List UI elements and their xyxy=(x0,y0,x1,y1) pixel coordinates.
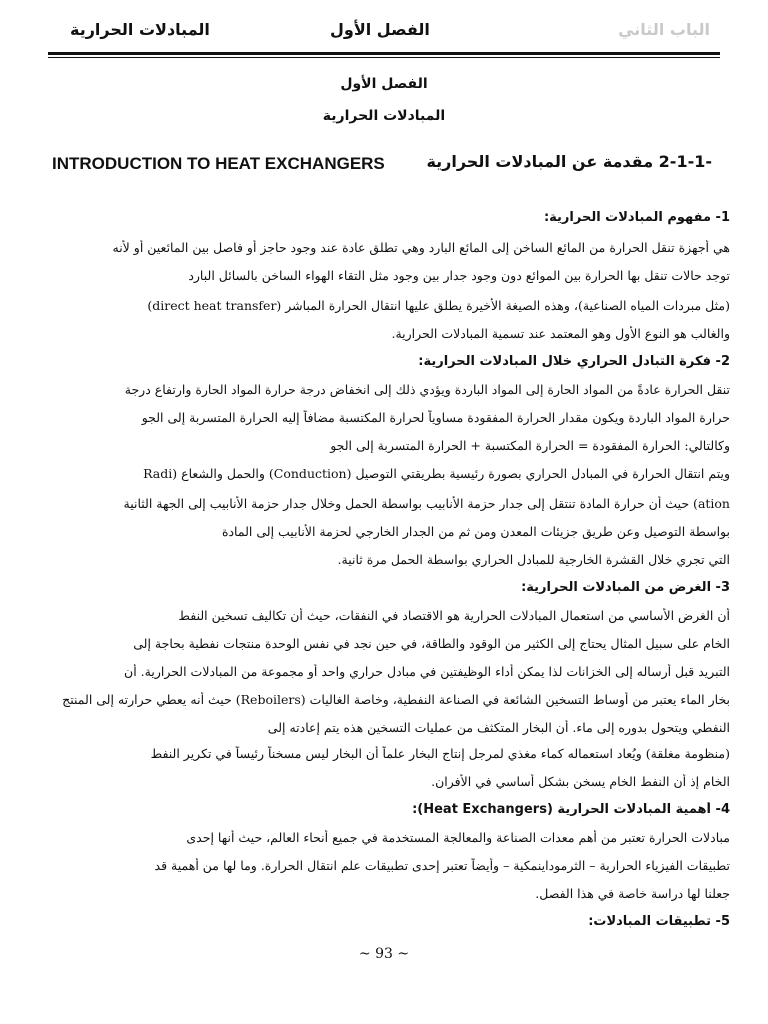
paragraph-line: تنقل الحرارة عادةً من المواد الحارة إلى المواد الباردة ويؤدي ذلك إلى انخفاض درجة حرارة المواد الحارة وارتفاع درجة xyxy=(124,382,730,397)
header-rule-thick xyxy=(48,52,720,55)
paragraph-line: تطبيقات الفيزياء الحرارية – الثرموداينمكية – وأيضاً تعتبر إحدى تطبيقات علم انتقال الحرارة. وما لها من أهمية قد xyxy=(154,858,730,873)
subheading: 1- مفهوم المبادلات الحرارية: xyxy=(543,210,730,225)
chapter-title: الفصل الأول xyxy=(340,76,428,92)
subheading: 3- الغرض من المبادلات الحرارية: xyxy=(521,580,730,595)
paragraph-line: توجد حالات تنقل بها الحرارة بين الموائع دون وجود جدار بين وجود مثل التقاء الهواء الساخن بالسائل البارد xyxy=(188,268,730,283)
header-rule-thin xyxy=(48,57,720,58)
header-chapter: الفصل الأول xyxy=(330,20,430,39)
paragraph-line: التبريد قبل أرساله إلى الخزانات لذا يمكن أداء الوظيفتين في مبادل حراري واحد أو مجموعة من المبادلات الحرارية. أن xyxy=(124,664,730,679)
paragraph-line: الخام على سبيل المثال يحتاج إلى الكثير من الوقود والطاقة، في حين نجد في نفس الوحدة منتجات نفطية بحاجة إلى xyxy=(133,636,730,651)
header-subject: المبادلات الحرارية xyxy=(70,20,210,39)
paragraph-line: ation) حيث أن حرارة المادة تنتقل إلى جدار حزمة الأنابيب بواسطة الحمل وخلال جدار حزمة الأنابيب إلى الجهة الثانية xyxy=(123,496,730,511)
subheading: 5- تطبيقات المبادلات: xyxy=(588,914,730,929)
subject-title: المبادلات الحرارية xyxy=(322,108,446,124)
section-heading-english: INTRODUCTION TO HEAT EXCHANGERS xyxy=(52,154,385,173)
paragraph-line: بخار الماء يعتبر من أوساط التسخين الشائعة في الصناعة النفطية، وخاصة الغاليات (Reboilers) حيث أنه يعطي حرارته إلى المنتج xyxy=(62,692,730,707)
paragraph-line: وكالتالي: الحرارة المفقودة = الحرارة المكتسبة + الحرارة المتسربة إلى الجو xyxy=(330,438,730,453)
paragraph-line: الخام إذ أن النفط الخام يسخن بشكل أساسي في الأفران. xyxy=(431,774,730,789)
paragraph-line: (منظومة مغلقة) ويُعاد استعماله كماء مغذي لمرجل إنتاج البخار علماً أن البخار ليس مسخناً رئيساً في تكرير النفط xyxy=(150,746,730,761)
paragraph-line: بواسطة التوصيل وعن طريق جزيئات المعدن ومن ثم من الجدار الخارجي لحزمة الأنابيب إلى المادة xyxy=(221,524,730,539)
paragraph-line: ويتم انتقال الحرارة في المبادل الحراري بصورة رئيسية بطريقتي التوصيل (Conduction) والحمل والشعاع (Radi xyxy=(143,466,730,481)
paragraph-line: أن الغرض الأساسي من استعمال المبادلات الحرارية هو الاقتصاد في النفقات، حيث أن تكاليف تسخين النفط xyxy=(178,608,730,623)
paragraph-line: والغالب هو النوع الأول وهو المعتمد عند تسمية المبادلات الحرارية. xyxy=(391,326,730,341)
subheading: 2- فكرة التبادل الحراري خلال المبادلات الحرارية: xyxy=(418,354,730,369)
section-heading xyxy=(52,152,712,180)
paragraph-line: التي تجري خلال القشرة الخارجية للمبادل الحراري بواسطة الحمل مرة ثانية. xyxy=(337,552,730,567)
paragraph-line: النفطي ويتحول بدوره إلى ماء. أن البخار المتكثف من عمليات التسخين هذه يتم إعادته إلى xyxy=(267,720,730,735)
header-part-title: الباب الثاني xyxy=(618,20,710,39)
paragraph-line: مبادلات الحرارة تعتبر من أهم معدات الصناعة والمعالجة المستخدمة في جميع أنحاء العالم، حيث أنها إحدى xyxy=(186,830,730,845)
running-header xyxy=(70,20,710,46)
page-number: ~ 93 ~ xyxy=(358,946,410,962)
paragraph-line: (مثل مبردات المياه الصناعية)، وهذه الصيغة الأخيرة يطلق عليها انتقال الحرارة المباشر (direct heat transfer) xyxy=(147,298,730,313)
section-heading-arabic: -2-1-1 مقدمة عن المبادلات الحرارية xyxy=(426,152,712,171)
paragraph-line: حرارة المواد الباردة ويكون مقدار الحرارة المفقودة مساوياً لحرارة المكتسبة مضافاً إليه الحرارة المتسربة إلى الجو xyxy=(141,410,730,425)
paragraph-line: هي أجهزة تنقل الحرارة من المائع الساخن إلى المائع البارد وهي تطلق عادة عند وجود حاجز أو فاصل بين المائعين أو لأنه xyxy=(112,240,730,255)
subheading: 4- أهمية المبادلات الحرارية (Heat Exchangers): xyxy=(412,802,730,817)
paragraph-line: جعلنا لها دراسة خاصة في هذا الفصل. xyxy=(535,886,730,901)
